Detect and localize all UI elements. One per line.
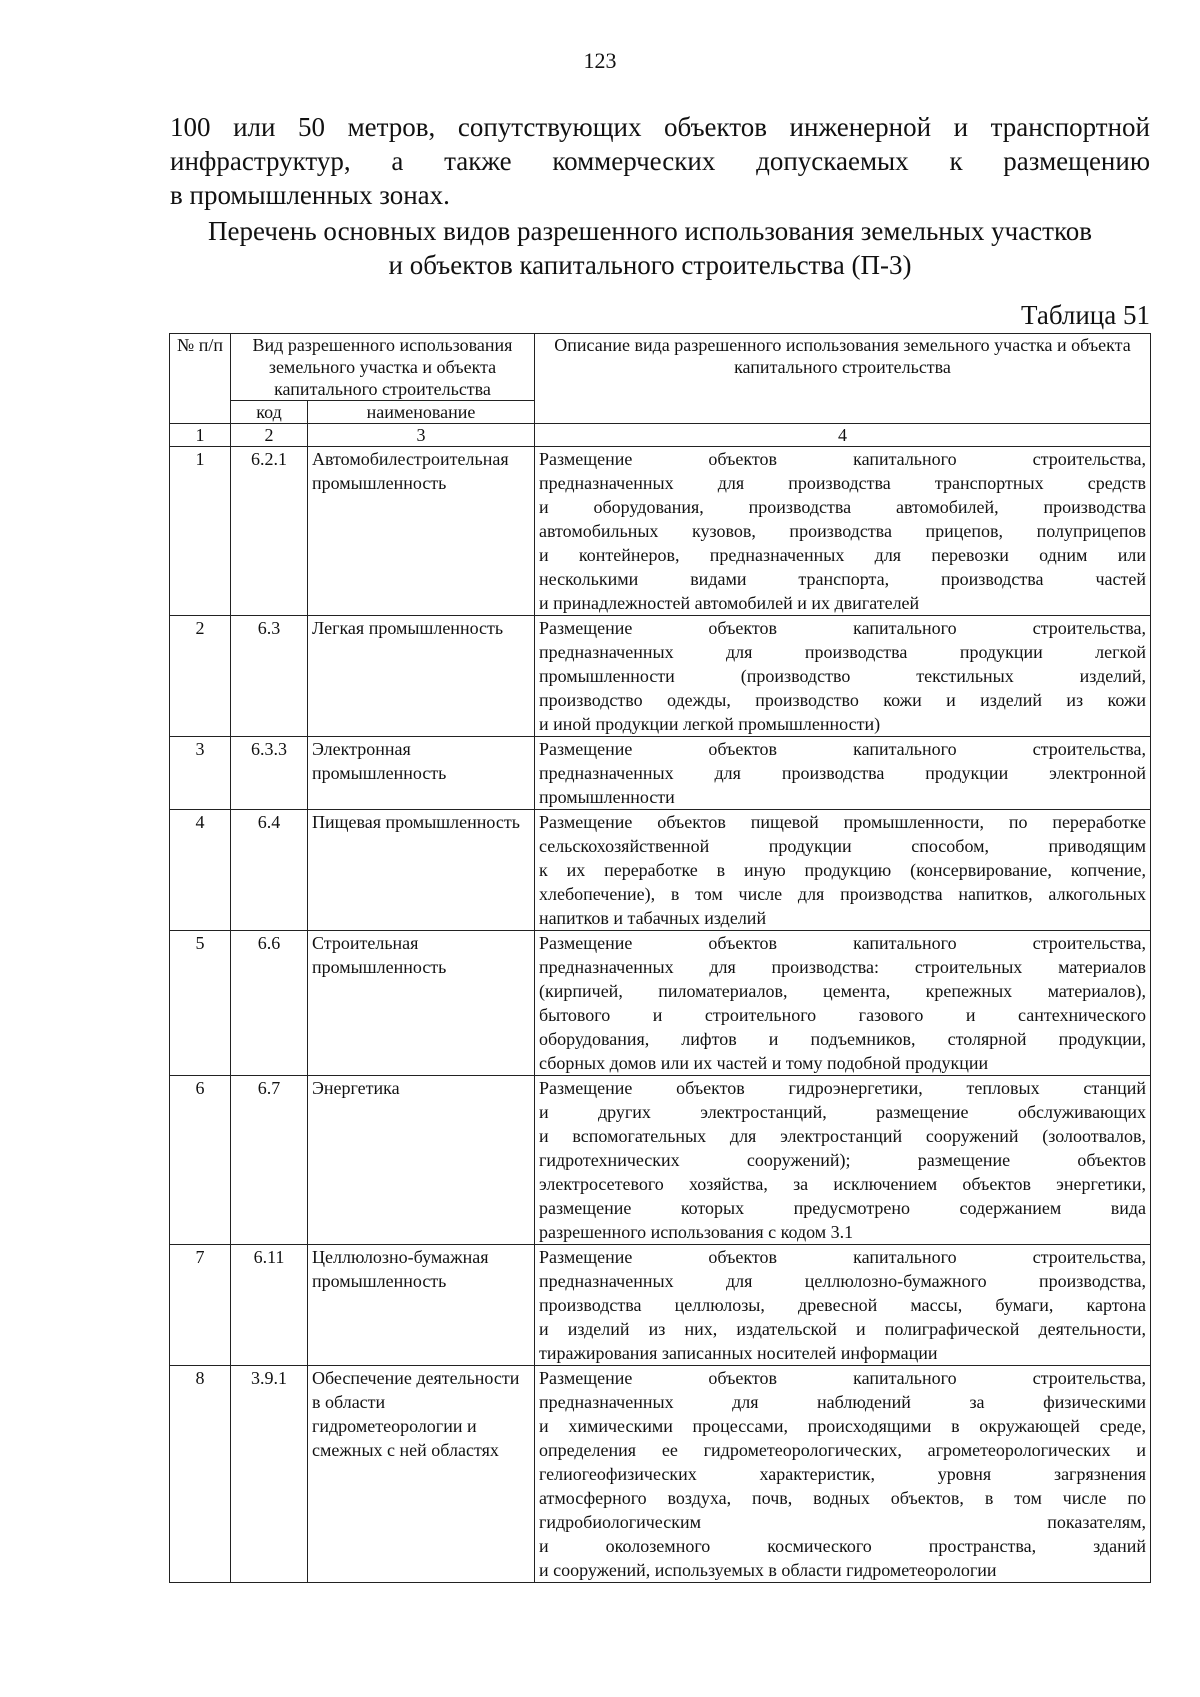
table-row — [170, 931, 1151, 1076]
row-code: 3.9.1 — [231, 1366, 308, 1583]
description-line: предназначенных для наблюдений за физическими — [539, 1392, 1146, 1412]
description-line: промышленности — [539, 787, 675, 807]
row-code: 6.6 — [231, 931, 308, 1076]
column-number: 2 — [231, 424, 308, 447]
table-label: Таблица 51 — [1021, 300, 1150, 330]
row-name: Пищевая промышленность — [308, 810, 535, 931]
description-line: Размещение объектов капитального строительства, — [539, 1368, 1146, 1388]
row-description — [535, 1366, 1151, 1583]
description-line: и сооружений, используемых в области гидрометеорологии — [539, 1560, 997, 1580]
description-line: электросетевого хозяйства, за исключением объектов энергетики, — [539, 1174, 1146, 1194]
table-row — [170, 616, 1151, 737]
description-line: к их переработке в иную продукцию (консервирование, копчение, — [539, 860, 1146, 880]
description-line: тиражирования записанных носителей информации — [539, 1343, 938, 1363]
description-line: хлебопечение), в том числе для производства напитков, алкогольных — [539, 884, 1146, 904]
row-description — [535, 1245, 1151, 1366]
description-line: (кирпичей, пиломатериалов, цемента, крепежных материалов), — [539, 981, 1146, 1001]
description-line: Размещение объектов капитального строительства, — [539, 449, 1146, 469]
header-name: наименование — [308, 401, 535, 424]
row-code: 6.3.3 — [231, 737, 308, 810]
row-description — [535, 447, 1151, 616]
row-number: 4 — [170, 810, 231, 931]
header-code: код — [231, 401, 308, 424]
heading-line: Перечень основных видов разрешенного использования земельных участков — [208, 216, 1092, 246]
table-row — [170, 737, 1151, 810]
description-line: предназначенных для целлюлозно-бумажного производства, — [539, 1271, 1146, 1291]
description-line: и оборудования, производства автомобилей, производства — [539, 497, 1146, 517]
row-name: Обеспечение деятельности в области гидрометеорологии и смежных с ней областях — [308, 1366, 535, 1583]
description-line: и химическими процессами, происходящими в окружающей среде, — [539, 1416, 1146, 1436]
header-kind: Вид разрешенного использования земельного участка и объекта капитального строительства — [231, 334, 535, 401]
row-name: Энергетика — [308, 1076, 535, 1245]
page-number: 123 — [583, 48, 617, 73]
description-line: определения ее гидрометеорологических, агрометеорологических и — [539, 1440, 1146, 1460]
column-number: 4 — [535, 424, 1151, 447]
description-line: предназначенных для производства транспортных средств — [539, 473, 1146, 493]
table-row — [170, 810, 1151, 931]
row-code: 6.3 — [231, 616, 308, 737]
row-number: 2 — [170, 616, 231, 737]
row-number: 8 — [170, 1366, 231, 1583]
description-line: Размещение объектов капитального строительства, — [539, 618, 1146, 638]
description-line: промышленности (производство текстильных изделий, — [539, 666, 1146, 686]
description-line: и изделий из них, издательской и полиграфической деятельности, — [539, 1319, 1146, 1339]
description-line: сборных домов или их частей и тому подобной продукции — [539, 1053, 989, 1073]
row-description — [535, 810, 1151, 931]
table-row — [170, 1366, 1151, 1583]
intro-line: инфраструктур, а также коммерческих допускаемых к размещению — [170, 146, 1150, 176]
intro-line: в промышленных зонах. — [170, 180, 450, 210]
row-description — [535, 1076, 1151, 1245]
header-desc: Описание вида разрешенного использования земельного участка и объекта капитального строительства — [535, 334, 1151, 424]
row-number: 1 — [170, 447, 231, 616]
description-line: несколькими видами транспорта, производства частей — [539, 569, 1146, 589]
row-name: Легкая промышленность — [308, 616, 535, 737]
description-line: гидробиологическим показателям, — [539, 1512, 1146, 1532]
row-code: 6.4 — [231, 810, 308, 931]
row-number: 7 — [170, 1245, 231, 1366]
row-code: 6.2.1 — [231, 447, 308, 616]
row-name: Электронная промышленность — [308, 737, 535, 810]
description-line: разрешенного использования с кодом 3.1 — [539, 1222, 854, 1242]
heading-line: и объектов капитального строительства (П-3) — [388, 250, 912, 280]
section-heading — [150, 214, 1150, 282]
header-no: № п/п — [170, 334, 231, 424]
intro-paragraph — [170, 110, 1150, 212]
description-line: Размещение объектов гидроэнергетики, тепловых станций — [539, 1078, 1146, 1098]
description-line: сельскохозяйственной продукции способом, приводящим — [539, 836, 1146, 856]
land-use-table — [169, 333, 1151, 1583]
description-line: размещение которых предусмотрено содержанием вида — [539, 1198, 1146, 1218]
table-row — [170, 1076, 1151, 1245]
row-number: 5 — [170, 931, 231, 1076]
row-code: 6.7 — [231, 1076, 308, 1245]
description-line: атмосферного воздуха, почв, водных объектов, в том числе по — [539, 1488, 1146, 1508]
intro-line: 100 или 50 метров, сопутствующих объектов инженерной и транспортной — [170, 112, 1150, 142]
description-line: и иной продукции легкой промышленности) — [539, 714, 881, 734]
description-line: предназначенных для производства: строительных материалов — [539, 957, 1146, 977]
description-line: оборудования, лифтов и подъемников, столярной продукции, — [539, 1029, 1146, 1049]
row-name: Автомобилестроительная промышленность — [308, 447, 535, 616]
row-code: 6.11 — [231, 1245, 308, 1366]
description-line: напитков и табачных изделий — [539, 908, 767, 928]
row-description — [535, 931, 1151, 1076]
description-line: предназначенных для производства продукции легкой — [539, 642, 1146, 662]
description-line: и контейнеров, предназначенных для перевозки одним или — [539, 545, 1146, 565]
description-line: автомобильных кузовов, производства прицепов, полуприцепов — [539, 521, 1146, 541]
table-row — [170, 1245, 1151, 1366]
description-line: гидротехнических сооружений); размещение объектов — [539, 1150, 1146, 1170]
description-line: Размещение объектов капитального строительства, — [539, 933, 1146, 953]
column-number: 1 — [170, 424, 231, 447]
row-description — [535, 737, 1151, 810]
row-name: Целлюлозно-бумажная промышленность — [308, 1245, 535, 1366]
description-line: Размещение объектов пищевой промышленности, по переработке — [539, 812, 1146, 832]
column-number: 3 — [308, 424, 535, 447]
row-description — [535, 616, 1151, 737]
description-line: и вспомогательных для электростанций сооружений (золоотвалов, — [539, 1126, 1146, 1146]
description-line: и других электростанций, размещение обслуживающих — [539, 1102, 1146, 1122]
row-number: 3 — [170, 737, 231, 810]
description-line: производство одежды, производство кожи и изделий из кожи — [539, 690, 1146, 710]
row-name: Строительная промышленность — [308, 931, 535, 1076]
description-line: и принадлежностей автомобилей и их двигателей — [539, 593, 920, 613]
description-line: Размещение объектов капитального строительства, — [539, 739, 1146, 759]
description-line: и околоземного космического пространства, зданий — [539, 1536, 1146, 1556]
description-line: Размещение объектов капитального строительства, — [539, 1247, 1146, 1267]
description-line: гелиогеофизических характеристик, уровня загрязнения — [539, 1464, 1146, 1484]
description-line: бытового и строительного газового и сантехнического — [539, 1005, 1146, 1025]
table-body — [170, 447, 1151, 1583]
table-row — [170, 447, 1151, 616]
description-line: предназначенных для производства продукции электронной — [539, 763, 1146, 783]
description-line: производства целлюлозы, древесной массы, бумаги, картона — [539, 1295, 1146, 1315]
row-number: 6 — [170, 1076, 231, 1245]
